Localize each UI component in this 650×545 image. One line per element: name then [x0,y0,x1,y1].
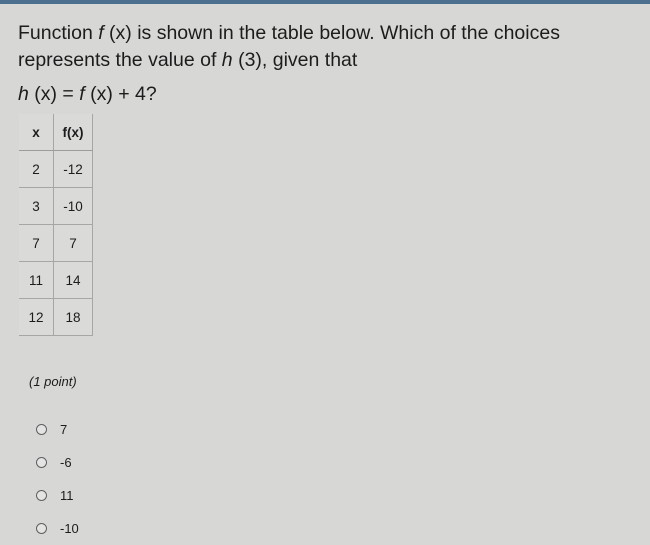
points-label: (1 point) [29,374,77,389]
function-f-symbol: f [98,22,104,44]
choice-label: 7 [60,422,68,437]
cell-x: 12 [19,299,54,336]
table-row [19,188,93,225]
choice-option[interactable] [36,413,79,446]
header-x: x [19,114,54,151]
equation-end: (x) + 4? [84,83,157,105]
choice-option[interactable] [36,446,79,479]
choice-label: 11 [60,488,74,503]
radio-button-icon[interactable] [36,457,47,468]
cell-x: 2 [19,151,54,188]
choice-label: -6 [60,455,72,470]
table-header-row [19,114,93,151]
question-line-1 [18,20,643,47]
question-line-2-end: (3), given that [232,49,358,71]
cell-fx: 14 [54,262,93,299]
top-rule [0,0,650,4]
cell-x: 3 [19,188,54,225]
table-row [19,299,93,336]
cell-x: 11 [19,262,54,299]
cell-fx: 7 [54,225,93,262]
function-h-symbol: h [221,49,233,71]
radio-button-icon[interactable] [36,523,47,534]
choice-option[interactable] [36,512,79,545]
question-line-2-start: represents the value of [18,49,222,71]
radio-button-icon[interactable] [36,424,47,435]
choice-label: -10 [60,521,79,536]
header-fx: f(x) [54,114,93,151]
radio-button-icon[interactable] [36,490,47,501]
table-row [19,225,93,262]
table-row [19,151,93,188]
function-table [19,114,93,336]
question-line-2 [18,47,643,74]
question-line-1-end: (x) is shown in the table below. Which of the choices [103,22,560,44]
question-text [18,20,643,74]
equation-f: f [79,83,85,105]
cell-fx: -10 [54,188,93,225]
cell-fx: -12 [54,151,93,188]
cell-x: 7 [19,225,54,262]
equation-middle: (x) = [28,83,80,105]
question-line-1-start: Function [18,22,99,44]
answer-choices [36,413,79,545]
table-row [19,262,93,299]
equation [18,81,157,108]
choice-option[interactable] [36,479,79,512]
cell-fx: 18 [54,299,93,336]
equation-h: h [18,83,29,105]
